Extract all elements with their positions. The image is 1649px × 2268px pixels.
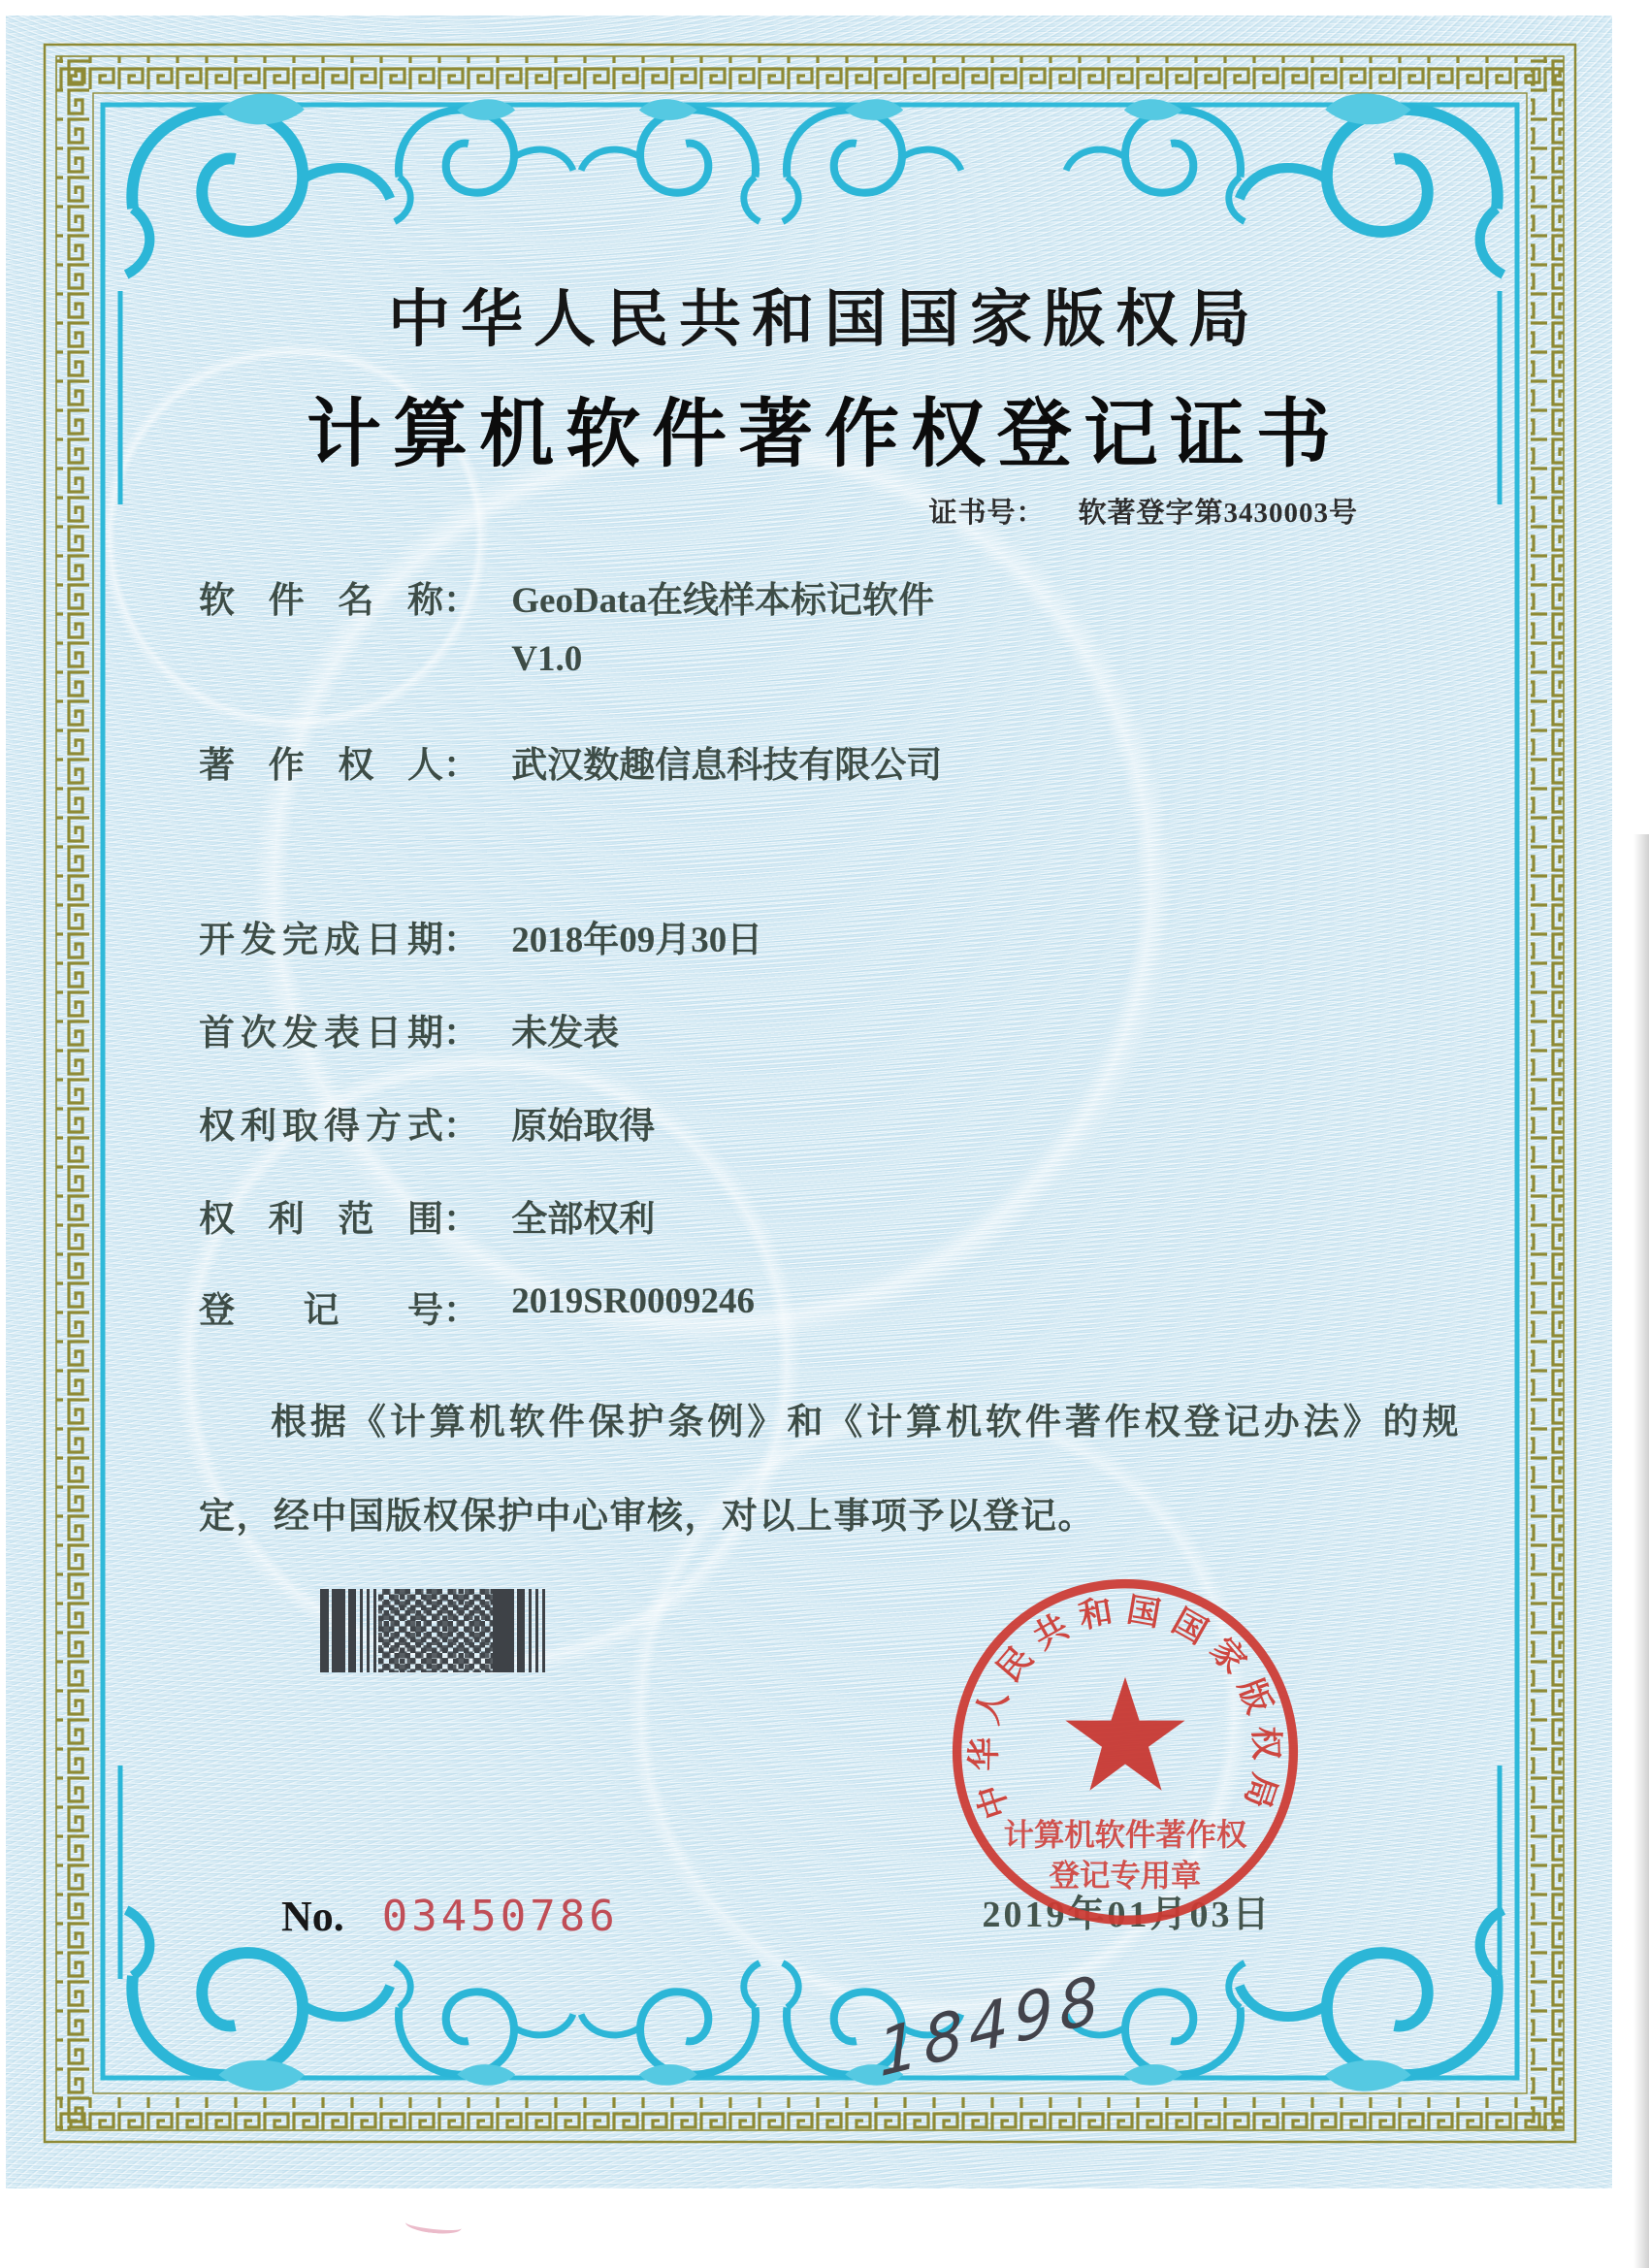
field-value: 2018年09月30日 [511, 921, 763, 960]
field-label: 首次发表日期 [199, 1014, 443, 1053]
serial-number-line [281, 1892, 619, 1941]
field-colon: ： [443, 1291, 479, 1331]
handwritten-note: 18498 [875, 1960, 1108, 2092]
registration-statement: 根据《计算机软件保护条例》和《计算机软件著作权登记办法》的规定，经中国版权保护中心审核，对以上事项予以登记。 [199, 1403, 1460, 1537]
barcode-thick-bars [320, 1589, 353, 1672]
field-rights-acquisition [199, 1096, 655, 1149]
seal-line2: 登记专用章 [1049, 1858, 1202, 1893]
field-value: 原始取得 [511, 1107, 656, 1147]
field-registration-number [199, 1280, 755, 1333]
field-colon: ： [443, 581, 479, 621]
field-colon: ： [443, 921, 479, 960]
software-version: V1.0 [511, 639, 583, 679]
serial-value: 03450786 [381, 1892, 619, 1941]
seal-line1: 计算机软件著作权 [1003, 1818, 1247, 1853]
field-value: 2019SR0009246 [511, 1281, 756, 1321]
field-label: 权利范围 [199, 1200, 443, 1240]
field-value: 全部权利 [511, 1200, 656, 1240]
certificate-number-value: 软著登字第3430003号 [1078, 498, 1358, 529]
field-colon: ： [443, 1200, 479, 1240]
official-seal [943, 1570, 1308, 1934]
field-colon: ： [443, 746, 479, 786]
barcode-solid-bars [493, 1589, 522, 1672]
field-colon: ： [443, 1014, 479, 1053]
certificate-title: 计算机软件著作权登记证书 [307, 393, 1342, 476]
field-label: 登记号 [199, 1291, 443, 1331]
field-copyright-owner [199, 735, 942, 788]
field-label: 开发完成日期 [199, 921, 443, 960]
field-value: 未发表 [511, 1014, 620, 1053]
field-label: 权利取得方式 [199, 1107, 443, 1147]
software-name-line1: GeoData在线样本标记软件 [511, 581, 934, 621]
barcode-matrix [378, 1589, 493, 1672]
field-software-name [199, 570, 934, 680]
serial-label: No. [281, 1893, 344, 1940]
field-label: 著作权人 [199, 746, 443, 786]
certificate-number-label: 证书号： [928, 498, 1046, 529]
field-label: 软件名称 [199, 581, 443, 621]
field-value: 武汉数趣信息科技有限公司 [511, 746, 943, 786]
seal-ring-text: 中华人民共和国国家版权局 [965, 1591, 1285, 1824]
field-completion-date [199, 910, 762, 962]
field-rights-scope [199, 1189, 655, 1242]
barcode-thin-bars [522, 1589, 547, 1672]
field-first-publication-date [199, 1003, 619, 1055]
scan-edge-shadow [1633, 834, 1649, 2268]
barcode [320, 1589, 549, 1672]
issue-date: 2019年01月03日 [982, 1895, 1273, 1935]
certificate-number-line [873, 491, 1358, 531]
star-icon [1065, 1677, 1184, 1791]
field-colon: ： [443, 1107, 479, 1147]
issuing-authority-title: 中华人民共和国国家版权局 [388, 285, 1261, 354]
barcode-thin-bars [353, 1589, 378, 1672]
field-value [511, 570, 934, 680]
